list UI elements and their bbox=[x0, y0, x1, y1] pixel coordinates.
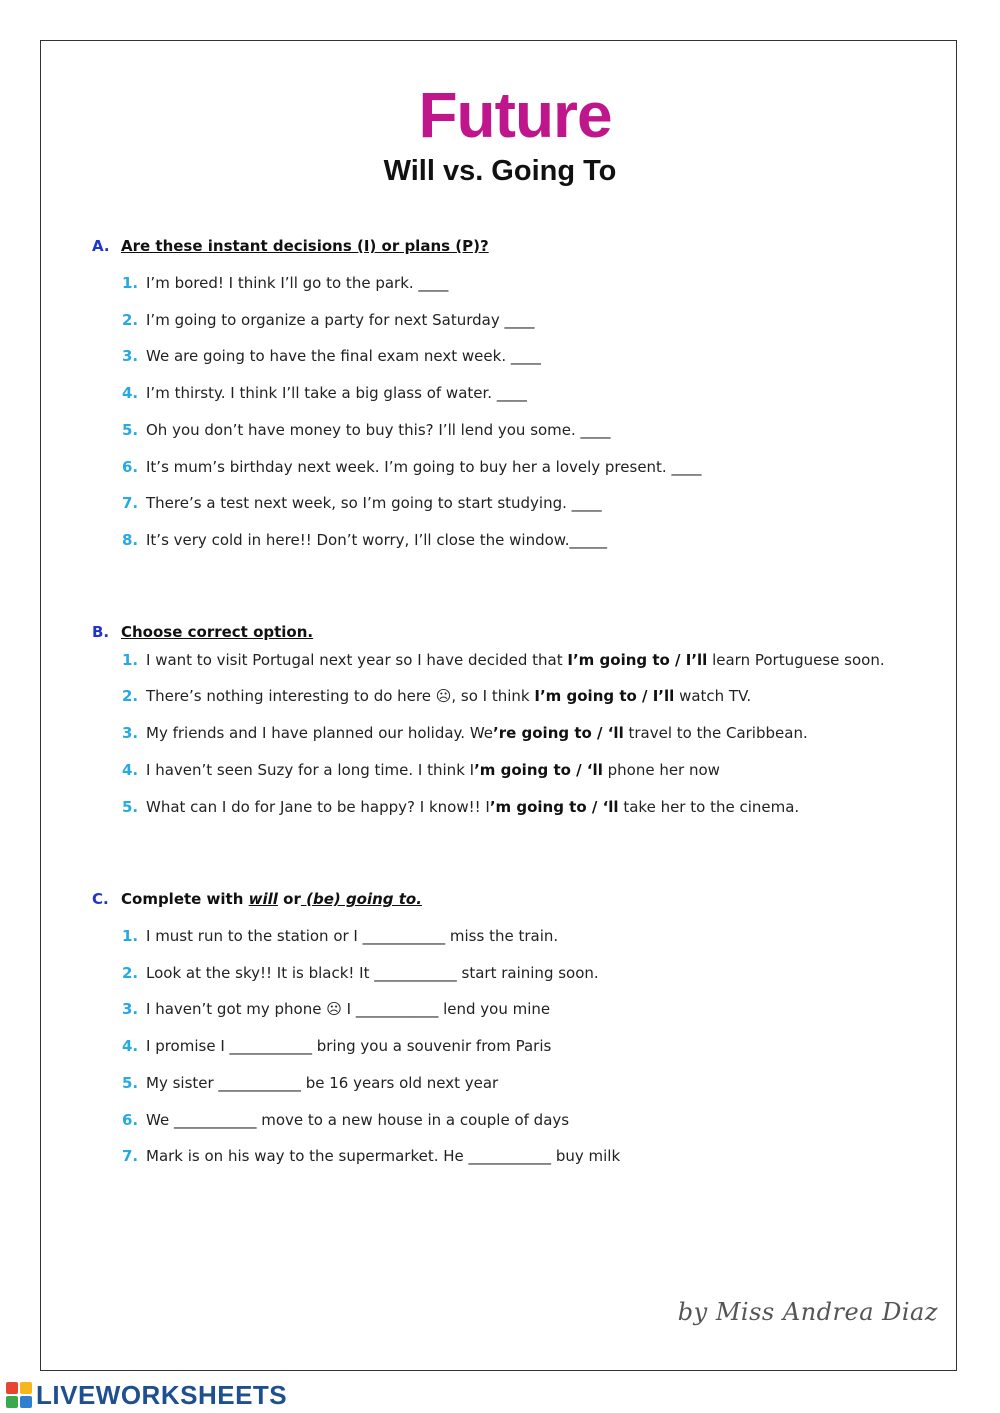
option-choice[interactable]: ’m going to / ‘ll bbox=[474, 761, 603, 779]
section-a bbox=[92, 237, 942, 549]
list-item: 5. What can I do for Jane to be happy? I know!! I’m going to / ‘ll take her to the cinema. bbox=[122, 798, 800, 816]
section-c-letter: C. bbox=[92, 890, 109, 908]
list-item: 8. It’s very cold in here!! Don’t worry, I’ll close the window._____ bbox=[122, 531, 607, 549]
list-item: 6. It’s mum’s birthday next week. I’m going to buy her a lovely present. ____ bbox=[122, 458, 702, 476]
keyword-will: will bbox=[248, 890, 278, 908]
list-item: 1. I must run to the station or I ___________ miss the train. bbox=[122, 927, 559, 945]
section-a-letter: A. bbox=[92, 237, 110, 255]
page-title: Future bbox=[418, 79, 612, 151]
option-choice[interactable]: I’m going to / I’ll bbox=[567, 651, 708, 669]
list-item: 7. Mark is on his way to the supermarket. He ___________ buy milk bbox=[122, 1147, 621, 1165]
logo-text: LIVEWORKSHEETS bbox=[36, 1379, 288, 1410]
list-item: 3. I haven’t got my phone ☹ I ___________ lend you mine bbox=[122, 1000, 551, 1018]
section-c bbox=[92, 890, 942, 1165]
section-b bbox=[92, 623, 942, 816]
list-item: 1. I want to visit Portugal next year so I have decided that I’m going to / I’ll learn Portuguese soon. bbox=[122, 651, 885, 669]
list-item: 4. I haven’t seen Suzy for a long time. I think I’m going to / ‘ll phone her now bbox=[122, 761, 720, 779]
list-item: 2. Look at the sky!! It is black! It ___________ start raining soon. bbox=[122, 964, 599, 982]
section-b-heading bbox=[92, 623, 942, 643]
list-item: 2. There’s nothing interesting to do here ☹, so I think I’m going to / I’ll watch TV. bbox=[122, 687, 752, 705]
logo-blocks-icon bbox=[6, 1381, 34, 1409]
list-item: 6. We ___________ move to a new house in a couple of days bbox=[122, 1111, 570, 1129]
list-item: 2. I’m going to organize a party for next Saturday ____ bbox=[122, 311, 535, 329]
keyword-going-to: (be) going to. bbox=[300, 890, 422, 908]
section-a-heading bbox=[92, 237, 942, 257]
list-item: 3. My friends and I have planned our holiday. We’re going to / ‘ll travel to the Caribbean. bbox=[122, 724, 808, 742]
list-item: 4. I promise I ___________ bring you a souvenir from Paris bbox=[122, 1037, 552, 1055]
list-item: 1. I’m bored! I think I’ll go to the park. ____ bbox=[122, 274, 449, 292]
page-subtitle: Will vs. Going To bbox=[383, 155, 617, 187]
list-item: 7. There’s a test next week, so I’m going to start studying. ____ bbox=[122, 494, 602, 512]
option-choice[interactable]: ’re going to / ‘ll bbox=[493, 724, 624, 742]
section-b-letter: B. bbox=[92, 623, 110, 641]
section-b-title: Choose correct option. bbox=[121, 623, 314, 641]
liveworksheets-logo[interactable] bbox=[6, 1380, 287, 1410]
list-item: 3. We are going to have the final exam next week. ____ bbox=[122, 347, 541, 365]
option-choice[interactable]: I’m going to / I’ll bbox=[534, 687, 675, 705]
section-c-heading: C. Complete with will or (be) going to. bbox=[92, 890, 422, 908]
list-item: 5. My sister ___________ be 16 years old next year bbox=[122, 1074, 499, 1092]
list-item: 5. Oh you don’t have money to buy this? I’ll lend you some. ____ bbox=[122, 421, 611, 439]
list-item: 4. I’m thirsty. I think I’ll take a big glass of water. ____ bbox=[122, 384, 527, 402]
section-a-title: Are these instant decisions (I) or plans (P)? bbox=[121, 237, 489, 255]
signature: by Miss Andrea Diaz bbox=[677, 1298, 938, 1326]
option-choice[interactable]: ’m going to / ‘ll bbox=[489, 798, 619, 816]
